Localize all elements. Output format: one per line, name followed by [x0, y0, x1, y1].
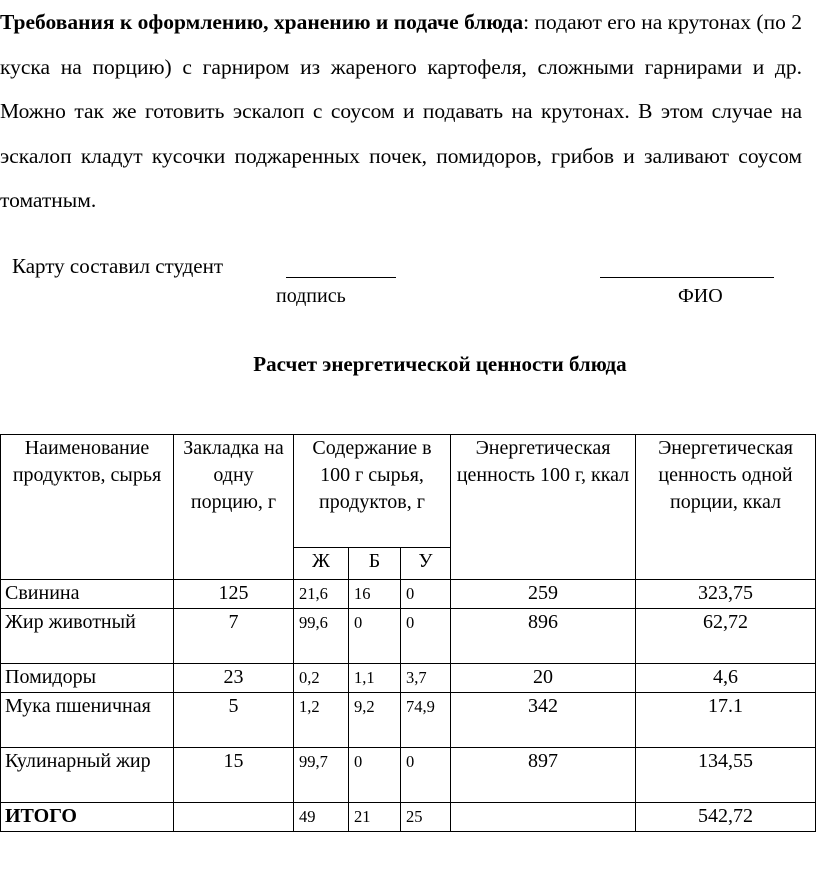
section-title: Расчет энергетической ценности блюда [253, 352, 627, 376]
row-fat: 99,6 [294, 609, 349, 664]
total-row [1, 803, 816, 832]
row-protein: 0 [349, 748, 401, 803]
header-protein: Б [349, 548, 401, 580]
energy-value-table [0, 434, 816, 832]
row-name: Жир животный [1, 609, 174, 664]
row-name: Кулинарный жир [1, 748, 174, 803]
row-protein: 16 [349, 580, 401, 609]
row-carbs: 0 [401, 580, 451, 609]
header-name: Наименование продуктов, сырья [1, 435, 174, 580]
serving-requirements-paragraph [0, 0, 802, 223]
table-row [1, 664, 816, 693]
row-fat: 1,2 [294, 693, 349, 748]
row-energy-100: 20 [451, 664, 636, 693]
row-energy-portion: 323,75 [636, 580, 816, 609]
row-protein: 0 [349, 609, 401, 664]
header-fat: Ж [294, 548, 349, 580]
row-fat: 99,7 [294, 748, 349, 803]
name-caption: ФИО [678, 285, 723, 307]
table-row [1, 609, 816, 664]
row-energy-100: 342 [451, 693, 636, 748]
row-amount: 125 [174, 580, 294, 609]
total-energy-portion: 542,72 [636, 803, 816, 832]
row-energy-100: 897 [451, 748, 636, 803]
row-amount: 5 [174, 693, 294, 748]
row-name: Свинина [1, 580, 174, 609]
row-fat: 0,2 [294, 664, 349, 693]
row-protein: 9,2 [349, 693, 401, 748]
table-row [1, 693, 816, 748]
table-header-row [1, 435, 816, 548]
row-energy-portion: 17.1 [636, 693, 816, 748]
row-carbs: 0 [401, 609, 451, 664]
table-row [1, 748, 816, 803]
table-row [1, 580, 816, 609]
header-energy-portion: Энергетическая ценность одной порции, ккал [636, 435, 816, 580]
row-carbs: 0 [401, 748, 451, 803]
row-energy-portion: 4,6 [636, 664, 816, 693]
total-label: ИТОГО [5, 805, 77, 827]
total-fat: 49 [294, 803, 349, 832]
name-line [600, 277, 774, 278]
total-amount [174, 803, 294, 832]
requirements-bold-lead: Требования к оформлению, хранению и подаче блюда [0, 10, 524, 34]
row-amount: 23 [174, 664, 294, 693]
header-amount: Закладка на одну порцию, г [174, 435, 294, 580]
row-name: Мука пшеничная [1, 693, 174, 748]
total-protein: 21 [349, 803, 401, 832]
header-carbs: У [401, 548, 451, 580]
total-carbs: 25 [401, 803, 451, 832]
signature-label: Карту составил студент [12, 254, 224, 278]
row-name: Помидоры [1, 664, 174, 693]
row-carbs: 3,7 [401, 664, 451, 693]
row-amount: 15 [174, 748, 294, 803]
row-energy-portion: 134,55 [636, 748, 816, 803]
signature-line [286, 277, 396, 278]
row-amount: 7 [174, 609, 294, 664]
row-energy-100: 259 [451, 580, 636, 609]
row-carbs: 74,9 [401, 693, 451, 748]
row-energy-100: 896 [451, 609, 636, 664]
requirements-text: : подают его на крутонах (по 2 куска на порцию) с гарниром из жареного картофеля, сложными гарнирами и др. Можно так же готовить эскалоп с соусом и подавать на крутонах. В этом случае на эскалоп кладут кусочки поджаренных почек, помидоров, грибов и заливают соусом томатным. [0, 10, 802, 212]
header-content: Содержание в 100 г сырья, продуктов, г [294, 435, 451, 548]
signature-caption: подпись [276, 285, 346, 307]
total-energy-100 [451, 803, 636, 832]
row-protein: 1,1 [349, 664, 401, 693]
header-energy-100: Энергетическая ценность 100 г, ккал [451, 435, 636, 580]
row-energy-portion: 62,72 [636, 609, 816, 664]
row-fat: 21,6 [294, 580, 349, 609]
